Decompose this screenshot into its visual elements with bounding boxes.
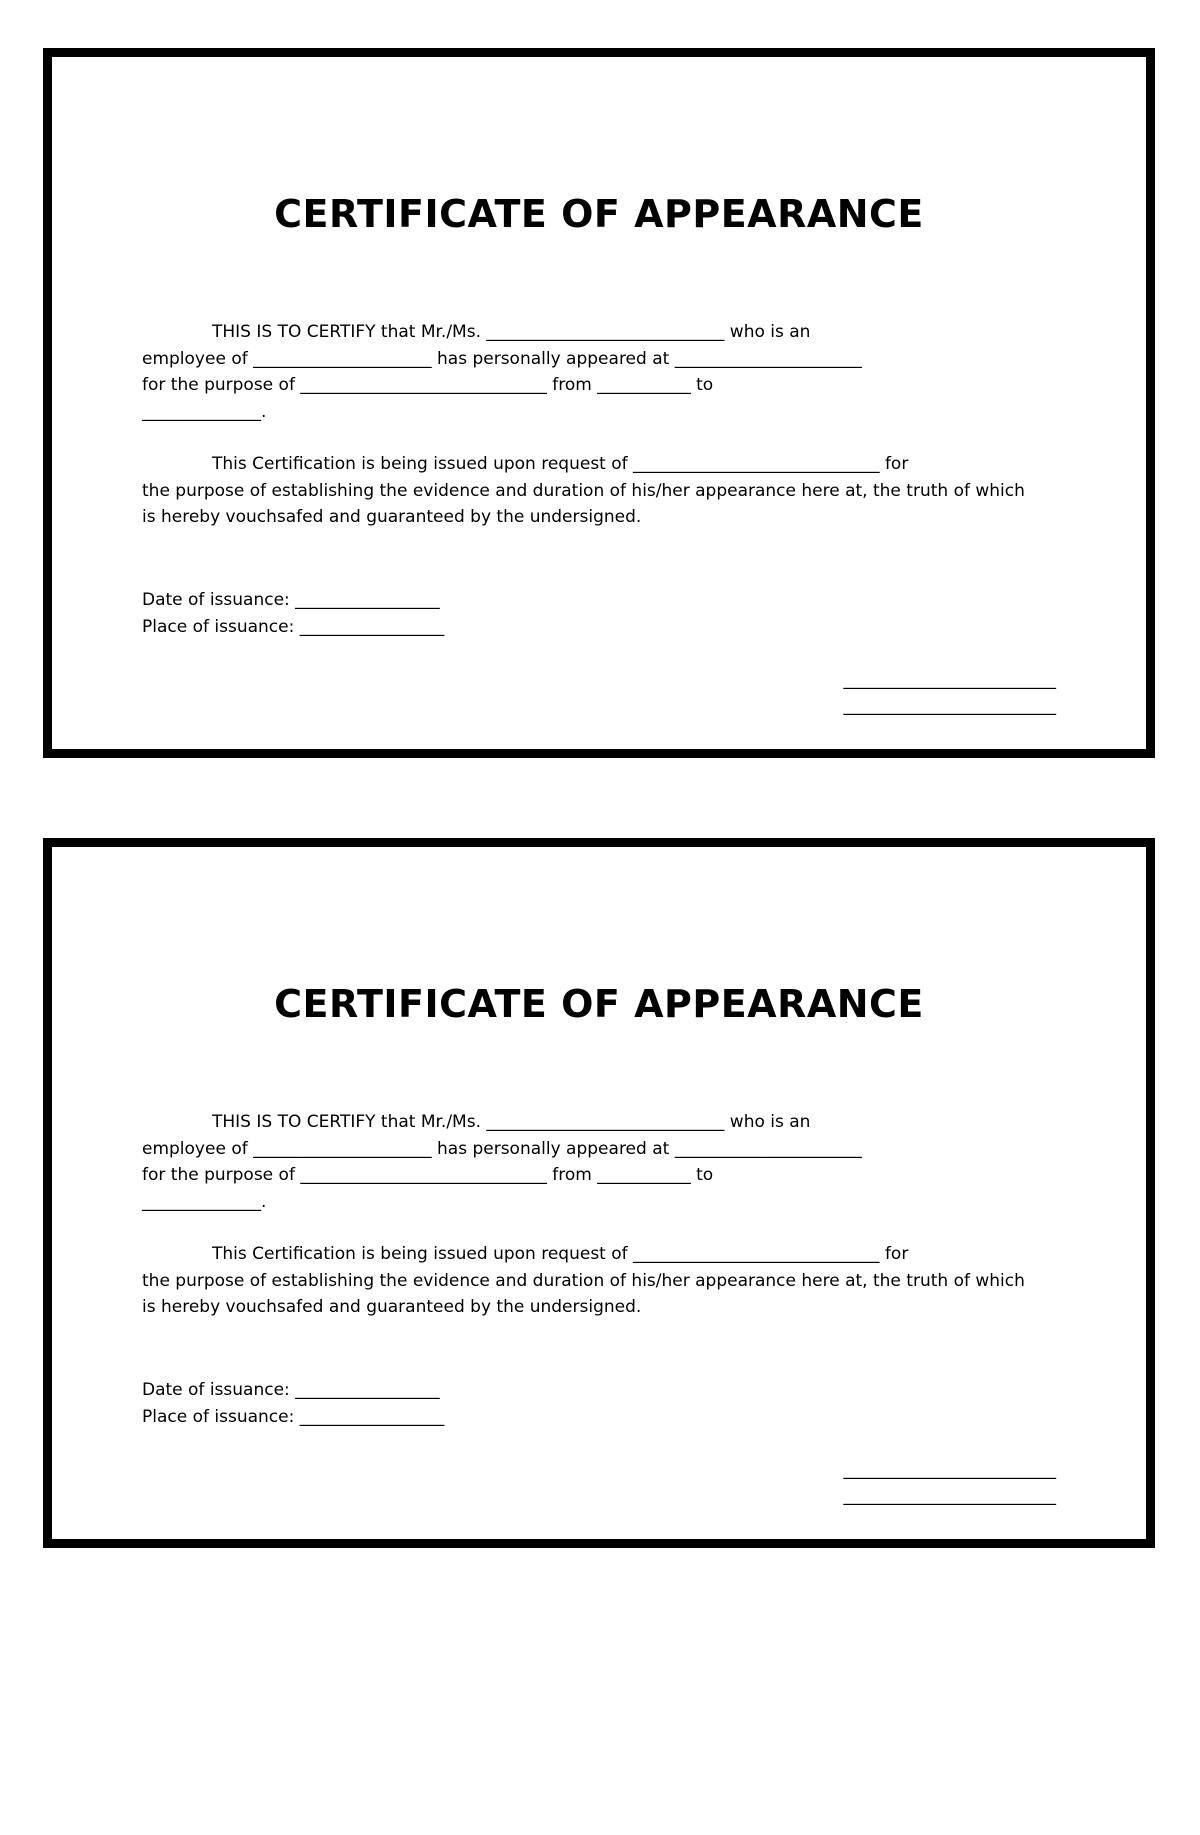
request-line-2: the purpose of establishing the evidence and duration of his/her appearance here at, the truth of which — [142, 480, 1025, 501]
request-line-1: This Certification is being issued upon request of _____________________________ for — [212, 454, 909, 474]
request-paragraph — [142, 1241, 1082, 1321]
certificate-title: CERTIFICATE OF APPEARANCE — [274, 192, 924, 236]
certify-paragraph — [142, 319, 1082, 425]
certify-line-4: ______________. — [142, 1191, 267, 1212]
certificate-card — [43, 838, 1155, 1548]
signature-line-1: _________________________ — [843, 1460, 1056, 1480]
certify-line-3: for the purpose of _____________________________ from ___________ to — [142, 1165, 714, 1185]
request-line-3: is hereby vouchsafed and guaranteed by the undersigned. — [142, 1297, 642, 1317]
certificate-card — [43, 48, 1155, 758]
certify-line-3: for the purpose of _____________________________ from ___________ to — [142, 375, 714, 395]
certify-line-1: THIS IS TO CERTIFY that Mr./Ms. ____________________________ who is an — [212, 1112, 811, 1132]
request-paragraph — [142, 451, 1082, 531]
certify-line-4: ______________. — [142, 401, 267, 422]
certify-line-2: employee of _____________________ has personally appeared at ______________________ — [142, 1138, 862, 1159]
place-of-issuance: Place of issuance: _________________ — [142, 616, 445, 637]
date-of-issuance: Date of issuance: _________________ — [142, 590, 440, 610]
signature-block — [844, 1457, 1057, 1509]
date-of-issuance: Date of issuance: _________________ — [142, 1380, 440, 1400]
request-line-1: This Certification is being issued upon request of _____________________________ for — [212, 1244, 909, 1264]
request-line-2: the purpose of establishing the evidence and duration of his/her appearance here at, the truth of which — [142, 1270, 1025, 1291]
certify-line-2: employee of _____________________ has personally appeared at ______________________ — [142, 348, 862, 369]
issuance-block — [142, 587, 1082, 640]
signature-line-1: _________________________ — [843, 670, 1056, 690]
signature-block — [844, 667, 1057, 719]
request-line-3: is hereby vouchsafed and guaranteed by the undersigned. — [142, 507, 642, 527]
issuance-block — [142, 1377, 1082, 1430]
certify-paragraph — [142, 1109, 1082, 1215]
place-of-issuance: Place of issuance: _________________ — [142, 1406, 445, 1427]
certificate-title: CERTIFICATE OF APPEARANCE — [274, 982, 924, 1026]
certify-line-1: THIS IS TO CERTIFY that Mr./Ms. ____________________________ who is an — [212, 322, 811, 342]
signature-line-2: _________________________ — [843, 696, 1056, 716]
signature-line-2: _________________________ — [843, 1486, 1056, 1506]
